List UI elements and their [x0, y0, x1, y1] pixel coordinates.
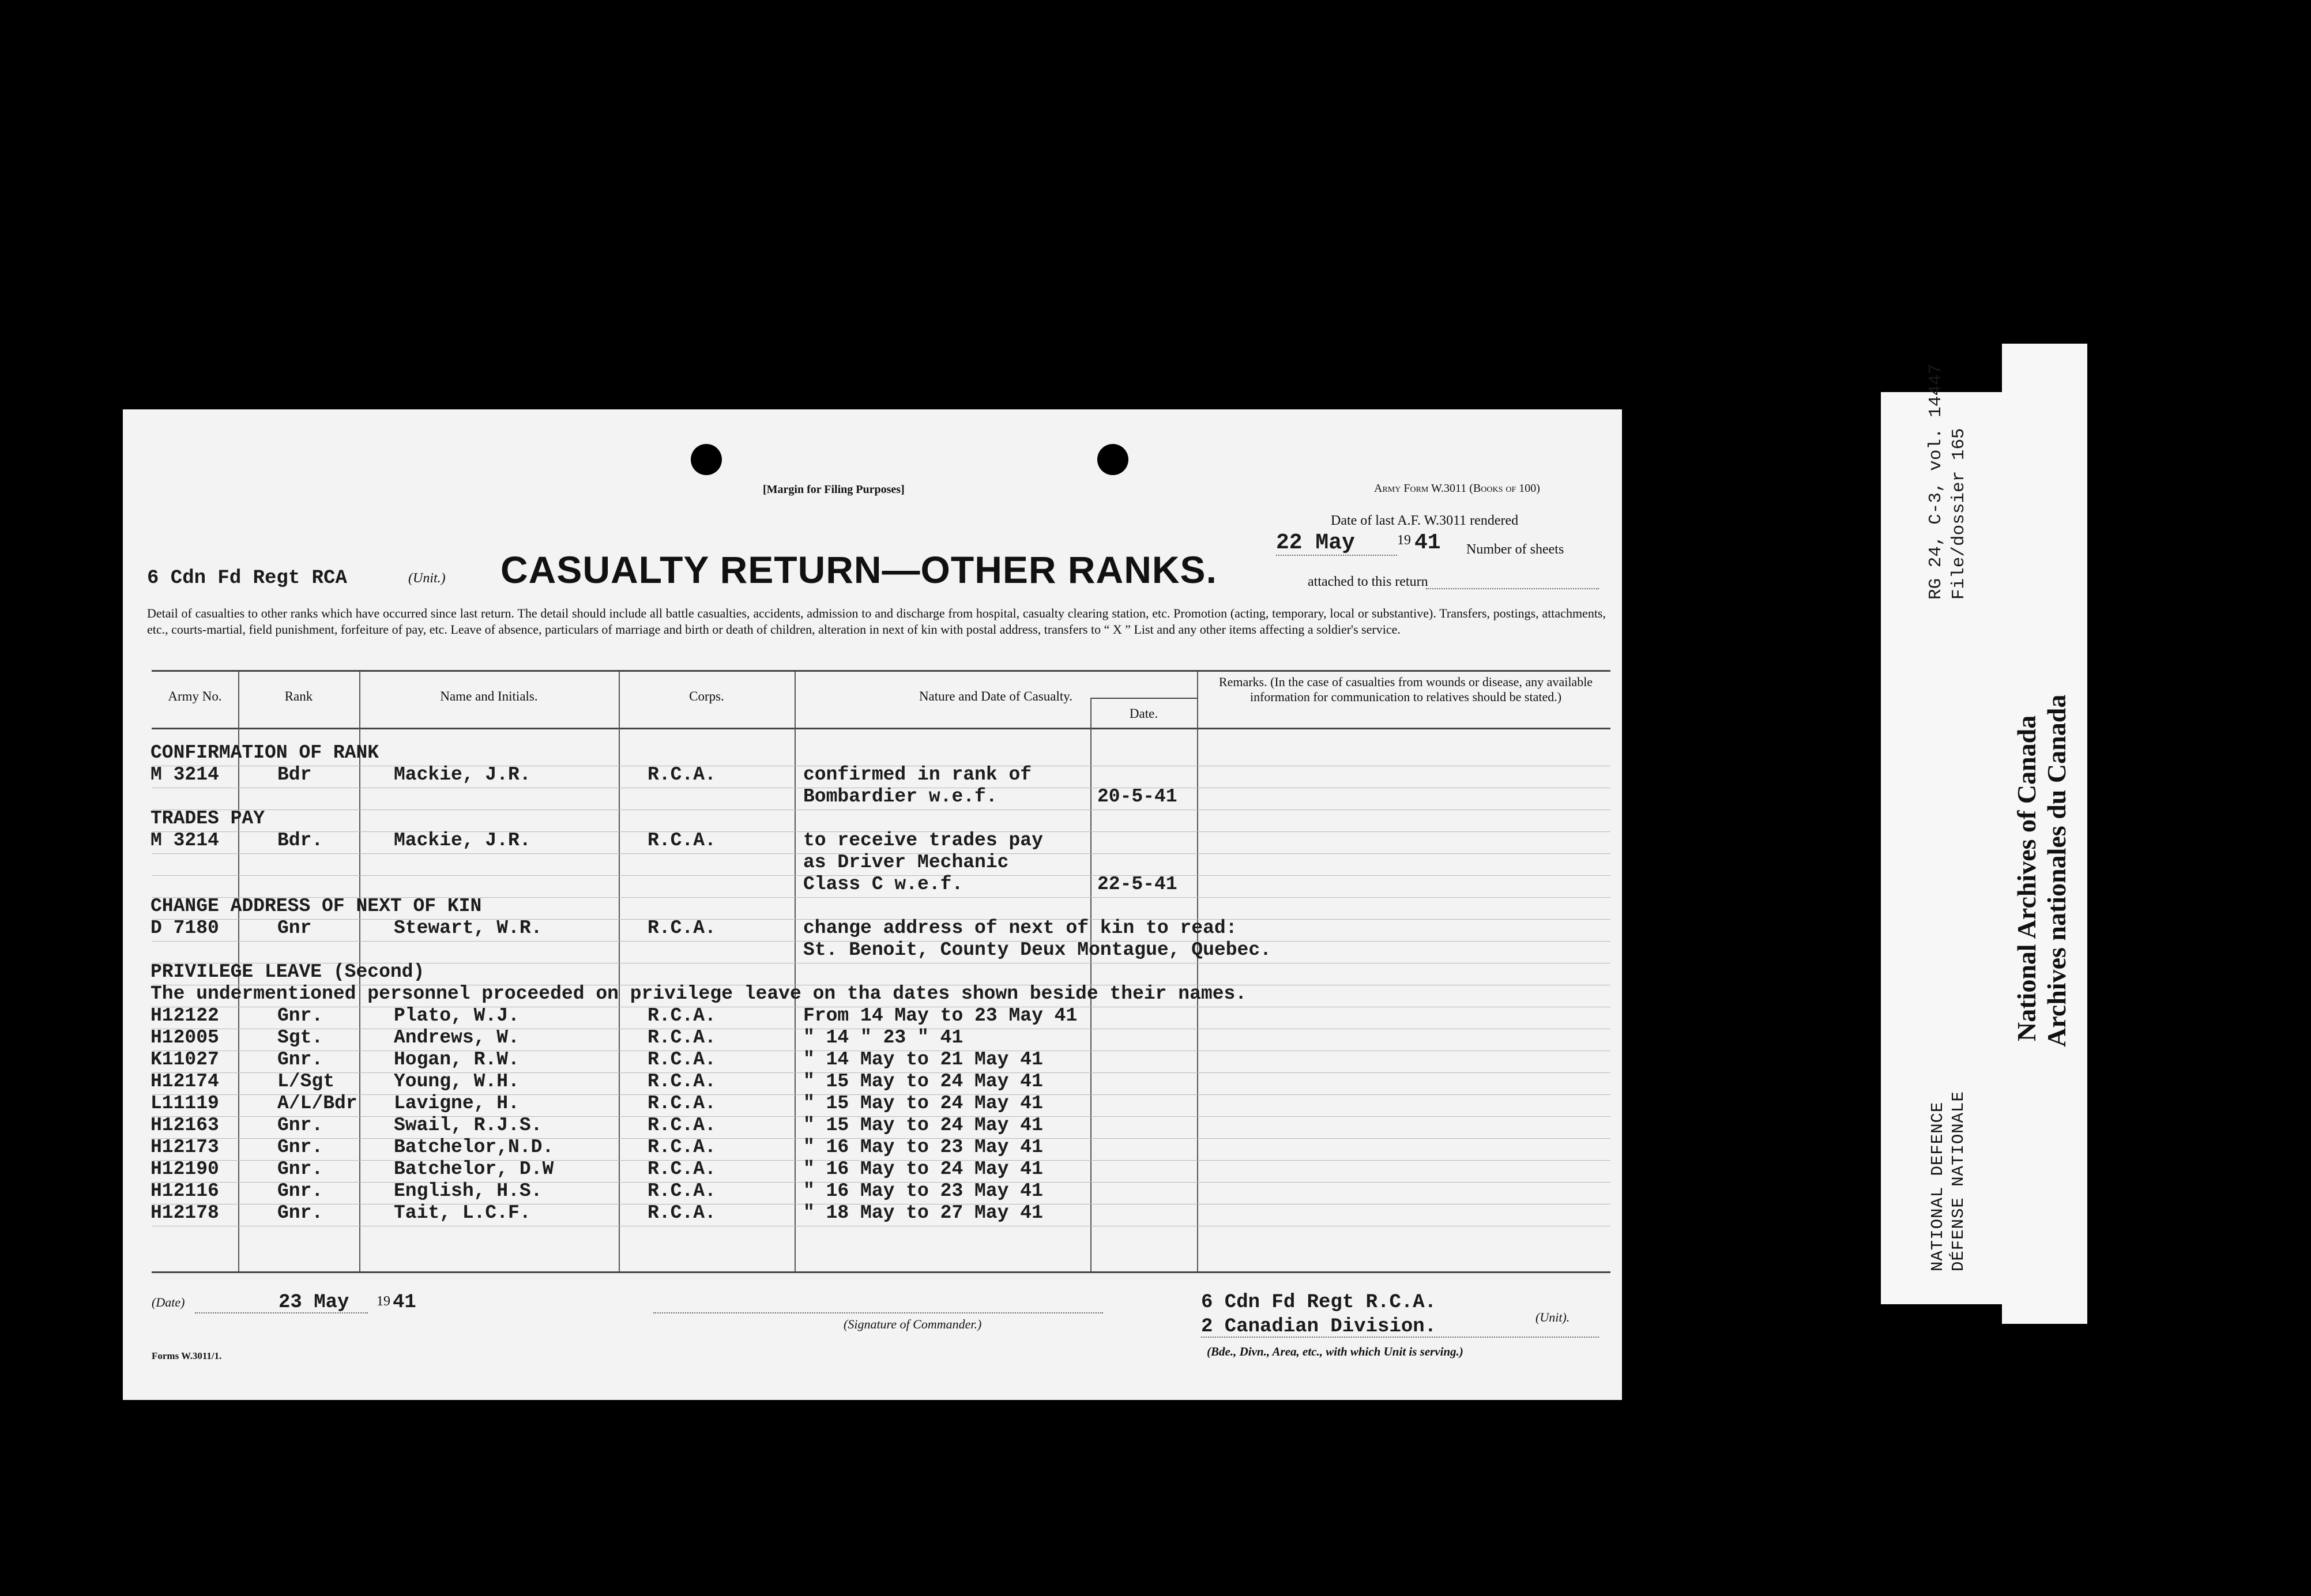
cell-corps: R.C.A.: [648, 1005, 716, 1026]
cell-corps: R.C.A.: [648, 830, 716, 851]
cell-name: Hogan, R.W.: [394, 1049, 520, 1070]
attached-label: attached to this return: [1308, 574, 1428, 589]
cell-army: TRADES PAY: [150, 808, 265, 829]
cell-army: H12173: [150, 1136, 219, 1158]
nac-line1: National Archives of Canada: [2012, 715, 2041, 1041]
cell-corps: R.C.A.: [648, 1115, 716, 1136]
cell-army: H12174: [150, 1071, 219, 1092]
unit-value: 6 Cdn Fd Regt RCA: [147, 567, 347, 589]
cell-corps: R.C.A.: [648, 1027, 716, 1048]
cell-date: 20-5-41: [1097, 786, 1177, 807]
archive-ref-line1: RG 24, C-3, vol. 14447: [1926, 363, 1946, 600]
cell-nature: " 16 May to 24 May 41: [803, 1158, 1043, 1180]
header-rank: Rank: [284, 689, 313, 703]
cell-name: Swail, R.J.S.: [394, 1115, 543, 1136]
defence-line2: DÉFENSE NATIONALE: [1949, 1091, 1968, 1271]
defence-line1: NATIONAL DEFENCE: [1928, 1101, 1947, 1271]
forms-code: Forms W.3011/1.: [152, 1350, 222, 1361]
cell-rank: Gnr.: [277, 1158, 323, 1180]
cell-army: M 3214: [150, 764, 219, 785]
cell-nature: " 15 May to 24 May 41: [803, 1115, 1043, 1136]
cell-nature: confirmed in rank of: [803, 764, 1032, 785]
col-divider-6: [1197, 672, 1198, 1271]
cell-nature: " 15 May to 24 May 41: [803, 1093, 1043, 1114]
cell-army: H12163: [150, 1115, 219, 1136]
cell-rank: Gnr.: [277, 1115, 323, 1136]
cell-name: Batchelor,N.D.: [394, 1136, 554, 1158]
cell-rank: Gnr.: [277, 1049, 323, 1070]
cell-nature: as Driver Mechanic: [803, 852, 1009, 873]
footer-date-line: [195, 1312, 368, 1313]
footer-unit-line2: 2 Canadian Division.: [1201, 1316, 1437, 1338]
cell-army: The undermentioned personnel proceeded on privilege leave on tha dates shown beside their names.: [150, 983, 1247, 1004]
cell-corps: R.C.A.: [648, 917, 716, 939]
year-value: 41: [1414, 530, 1441, 555]
col-divider-3: [619, 672, 620, 1271]
cell-name: Andrews, W.: [394, 1027, 520, 1048]
cell-name: Lavigne, H.: [394, 1093, 520, 1114]
header-nature: Nature and Date of Casualty.: [919, 689, 1073, 703]
bde-note: (Bde., Divn., Area, etc., with which Unit is serving.): [1207, 1345, 1463, 1358]
cell-name: English, H.S.: [394, 1180, 543, 1202]
signature-label: (Signature of Commander.): [844, 1317, 982, 1331]
archive-reference-label: [1881, 363, 2005, 1304]
cell-army: H12005: [150, 1027, 219, 1048]
cell-army: PRIVILEGE LEAVE (Second): [150, 961, 425, 983]
cell-army: CONFIRMATION OF RANK: [150, 742, 379, 763]
punch-hole-right: [1097, 444, 1128, 475]
cell-nature: From 14 May to 23 May 41: [803, 1005, 1078, 1026]
table-top-border: [152, 670, 1610, 672]
cell-nature: " 16 May to 23 May 41: [803, 1136, 1043, 1158]
cell-name: Mackie, J.R.: [394, 830, 531, 851]
cell-nature: " 18 May to 27 May 41: [803, 1202, 1043, 1224]
cell-nature: " 14 May to 21 May 41: [803, 1049, 1043, 1070]
cell-corps: R.C.A.: [648, 1136, 716, 1158]
cell-army: CHANGE ADDRESS OF NEXT OF KIN: [150, 895, 482, 917]
cell-rank: Bdr: [277, 764, 312, 785]
cell-rank: L/Sgt: [277, 1071, 335, 1092]
cell-nature: Class C w.e.f.: [803, 874, 963, 895]
unit-label: (Unit.): [408, 571, 446, 586]
cell-army: K11027: [150, 1049, 219, 1070]
col-divider-4: [795, 672, 796, 1271]
footer-unit-line: [1201, 1337, 1599, 1338]
header-army-no: Army No.: [168, 689, 222, 703]
army-form-number: Army Form W.3011 (Books of 100): [1374, 482, 1540, 495]
attached-dotted-line: [1426, 588, 1599, 589]
table-bottom-border: [152, 1271, 1610, 1273]
footer-date-label: (Date): [152, 1295, 185, 1309]
year-prefix: 19: [1397, 533, 1411, 548]
date-dotted-line: [1276, 555, 1397, 556]
cell-name: Mackie, J.R.: [394, 764, 531, 785]
cell-name: Plato, W.J.: [394, 1005, 520, 1026]
cell-rank: Gnr: [277, 917, 312, 939]
cell-army: M 3214: [150, 830, 219, 851]
national-archives-label: [2002, 344, 2087, 1324]
footer-year-prefix: 19: [377, 1294, 390, 1309]
cell-corps: R.C.A.: [648, 764, 716, 785]
date-last-value: 22 May: [1276, 530, 1355, 555]
archive-ref-line2: File/dossier 165: [1949, 428, 1969, 600]
cell-name: Tait, L.C.F.: [394, 1202, 531, 1224]
cell-name: Batchelor, D.W: [394, 1158, 554, 1180]
cell-army: H12116: [150, 1180, 219, 1202]
nac-line2: Archives nationales du Canada: [2042, 694, 2071, 1047]
cell-nature: Bombardier w.e.f.: [803, 786, 998, 807]
cell-nature: " 15 May to 24 May 41: [803, 1071, 1043, 1092]
cell-corps: R.C.A.: [648, 1158, 716, 1180]
cell-corps: R.C.A.: [648, 1071, 716, 1092]
cell-corps: R.C.A.: [648, 1093, 716, 1114]
cell-name: Young, W.H.: [394, 1071, 520, 1092]
form-title: CASUALTY RETURN—OTHER RANKS.: [500, 548, 1217, 591]
cell-nature: to receive trades pay: [803, 830, 1043, 851]
cell-rank: Gnr.: [277, 1202, 323, 1224]
footer-unit-line1: 6 Cdn Fd Regt R.C.A.: [1201, 1292, 1437, 1313]
cell-name: Stewart, W.R.: [394, 917, 543, 939]
casualty-return-form: [123, 409, 1622, 1400]
header-date: Date.: [1129, 706, 1158, 721]
cell-corps: R.C.A.: [648, 1202, 716, 1224]
cell-corps: R.C.A.: [648, 1049, 716, 1070]
footer-date-value: 23 May: [278, 1292, 349, 1313]
margin-note: [Margin for Filing Purposes]: [763, 483, 905, 496]
header-name: Name and Initials.: [440, 689, 538, 703]
table-header-border: [152, 728, 1610, 729]
instructions: Detail of casualties to other ranks which have occurred since last return. The detail should include all battle casualties, accidents, admission to and discharge from hospital, casualty clearing station, etc. Promotion (acting, temporary, local or substantive). Transfers, postings, attachments, etc., courts-martial, field punishment, forfeiture of pay, etc. Leave of absence, particulars of marriage and birth or death of children, alteration in next of kin with postal address, transfers to “ X ” List and any other items affecting a soldier's service.: [147, 606, 1606, 637]
cell-army: H12190: [150, 1158, 219, 1180]
cell-rank: Gnr.: [277, 1136, 323, 1158]
cell-nature: change address of next of kin to read:: [803, 917, 1237, 939]
cell-date: 22-5-41: [1097, 874, 1177, 895]
cell-nature: St. Benoit, County Deux Montague, Quebec.: [803, 939, 1271, 961]
cell-army: D 7180: [150, 917, 219, 939]
footer-unit-label: (Unit).: [1535, 1310, 1570, 1324]
date-last-label: Date of last A.F. W.3011 rendered: [1331, 513, 1519, 528]
cell-army: L11119: [150, 1093, 219, 1114]
signature-line: [653, 1312, 1103, 1313]
cell-rank: Gnr.: [277, 1180, 323, 1202]
header-corps: Corps.: [689, 689, 724, 703]
cell-nature: " 14 " 23 " 41: [803, 1027, 963, 1048]
cell-corps: R.C.A.: [648, 1180, 716, 1202]
cell-army: H12122: [150, 1005, 219, 1026]
sheets-label: Number of sheets: [1466, 542, 1564, 557]
cell-army: H12178: [150, 1202, 219, 1224]
cell-rank: Gnr.: [277, 1005, 323, 1026]
cell-rank: Sgt.: [277, 1027, 323, 1048]
cell-rank: Bdr.: [277, 830, 323, 851]
cell-nature: " 16 May to 23 May 41: [803, 1180, 1043, 1202]
cell-rank: A/L/Bdr: [277, 1093, 357, 1114]
punch-hole-left: [691, 444, 722, 475]
footer-year-value: 41: [393, 1292, 416, 1313]
header-remarks: Remarks. (In the case of casualties from wounds or disease, any available information for communication to relatives should be stated.): [1218, 675, 1593, 704]
